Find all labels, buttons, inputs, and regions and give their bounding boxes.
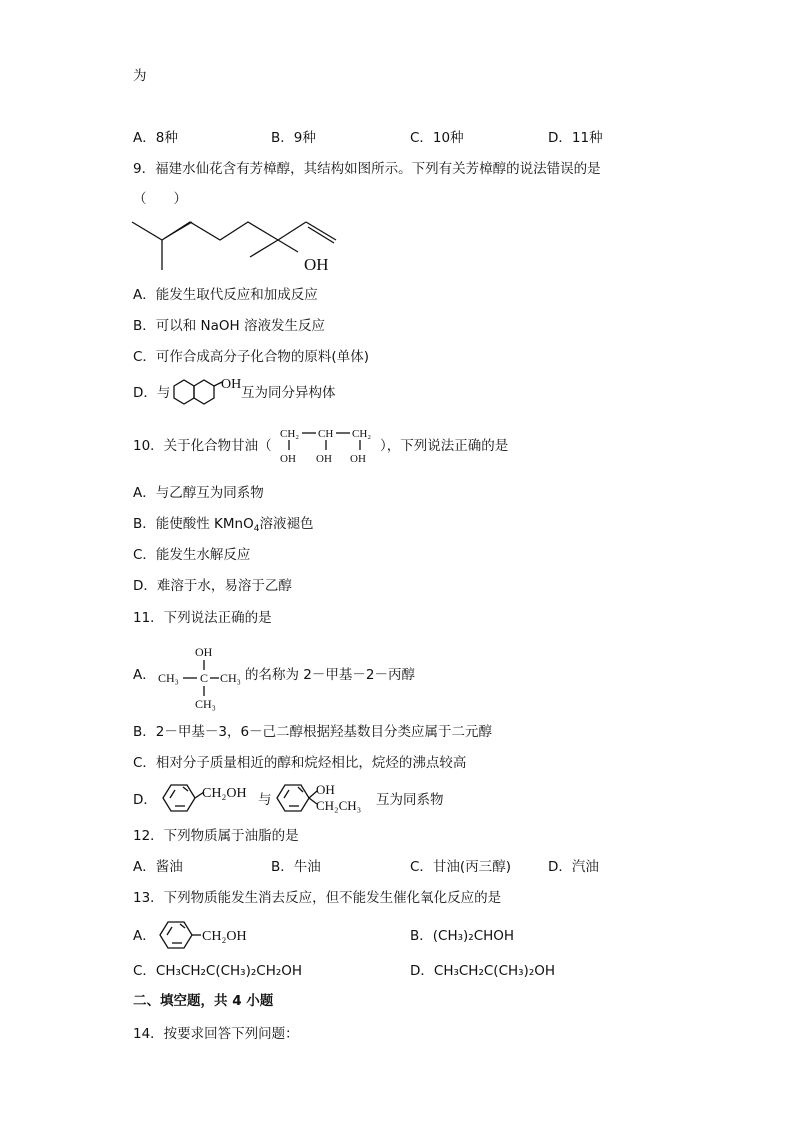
q13-ch2oh-label: CH₂OH <box>202 929 247 944</box>
q11-option-a-text: 的名称为 2－甲基－2－丙醇 <box>245 667 415 683</box>
q9-option-c: C．可作合成高分子化合物的原料(单体) <box>133 349 369 365</box>
benzyl-ch2oh-label: CH₂OH <box>202 786 247 801</box>
linalool-structure <box>128 212 358 280</box>
q13-option-c: C．CH₃CH₂C(CH₃)₂CH₂OH <box>133 963 303 979</box>
q13-benzyl-alcohol-structure <box>155 917 255 953</box>
glycerol-ch2-1: CH₂ <box>280 428 300 440</box>
q11-option-d-suffix: 互为同系物 <box>376 792 444 808</box>
tert-butanol-structure <box>155 640 247 712</box>
q10-option-b: B．能使酸性 KMnO$_4$溶液褪色 <box>133 516 314 534</box>
q12-option-a: A．酱油 <box>133 859 183 875</box>
q12-option-b: B．牛油 <box>271 859 321 875</box>
tbutanol-ch3-left: CH₃ <box>158 671 179 685</box>
q13-option-d: D．CH₃CH₂C(CH₃)₂OH <box>410 963 556 979</box>
ethylphenol-ethyl-label: CH₂CH₃ <box>316 798 362 813</box>
decalin-ol-structure <box>170 374 250 414</box>
glycerol-structure <box>275 422 383 468</box>
tbutanol-oh: OH <box>195 645 213 659</box>
glycerol-oh-3: OH <box>350 453 366 465</box>
q9-stem: 9．福建水仙花含有芳樟醇，其结构如图所示。下列有关芳樟醇的说法错误的是 <box>133 161 601 177</box>
q8-option-b: B．9种 <box>271 130 316 146</box>
glycerol-oh-2: OH <box>316 453 332 465</box>
glycerol-oh-1: OH <box>280 453 296 465</box>
q8-option-a: A．8种 <box>133 130 178 146</box>
q9-option-d-prefix: D．与 <box>133 385 171 401</box>
ethylphenol-oh-label: OH <box>316 782 335 797</box>
benzyl-alcohol-structure <box>158 780 258 816</box>
glycerol-ch2-2: CH₂ <box>352 428 372 440</box>
q9-paren: （ ） <box>133 191 187 207</box>
q13-option-a-label: A． <box>133 928 156 944</box>
q11-option-d-with: 与 <box>258 792 272 808</box>
q11-option-a-label: A． <box>133 667 156 683</box>
tbutanol-ch3-bottom: CH₃ <box>195 697 216 711</box>
linalool-oh-label: OH <box>304 255 329 274</box>
ethylphenol-structure <box>272 778 376 818</box>
q14-stem: 14．按要求回答下列问题： <box>133 1026 299 1042</box>
q12-stem: 12．下列物质属于油脂的是 <box>133 828 299 844</box>
q10-stem-suffix: ），下列说法正确的是 <box>380 438 509 454</box>
q11-option-b: B．2－甲基－3，6－己二醇根据羟基数目分类应属于二元醇 <box>133 724 493 740</box>
q9-option-a: A．能发生取代反应和加成反应 <box>133 287 318 303</box>
q12-option-c: C．甘油(丙三醇) <box>410 859 511 875</box>
q8-option-d: D．11种 <box>548 130 603 146</box>
q12-option-d: D．汽油 <box>548 859 599 875</box>
q13-stem: 13．下列物质能发生消去反应，但不能发生催化氧化反应的是 <box>133 890 502 906</box>
q9-option-b: B．可以和 NaOH 溶液发生反应 <box>133 318 325 334</box>
q10-option-c: C．能发生水解反应 <box>133 547 251 563</box>
section-heading: 二、填空题，共 4 小题 <box>133 993 274 1009</box>
decalin-oh-label: OH <box>221 377 242 392</box>
q11-stem: 11．下列说法正确的是 <box>133 610 272 626</box>
q11-option-c: C．相对分子质量相近的醇和烷烃相比，烷烃的沸点较高 <box>133 755 467 771</box>
q13-option-b: B．(CH₃)₂CHOH <box>410 928 515 944</box>
glycerol-ch: CH <box>318 428 334 440</box>
q10-stem-prefix: 10．关于化合物甘油（ <box>133 438 272 454</box>
q8-stem-tail: 为 <box>133 68 147 84</box>
tbutanol-ch3-right: CH₃ <box>220 671 241 685</box>
q10-option-d: D．难溶于水，易溶于乙醇 <box>133 578 292 594</box>
q11-option-d-label: D． <box>133 792 157 808</box>
q10-option-a: A．与乙醇互为同系物 <box>133 485 264 501</box>
tbutanol-c: C <box>200 671 209 685</box>
q8-option-c: C．10种 <box>410 130 464 146</box>
q9-option-d-suffix: 互为同分异构体 <box>241 385 336 401</box>
